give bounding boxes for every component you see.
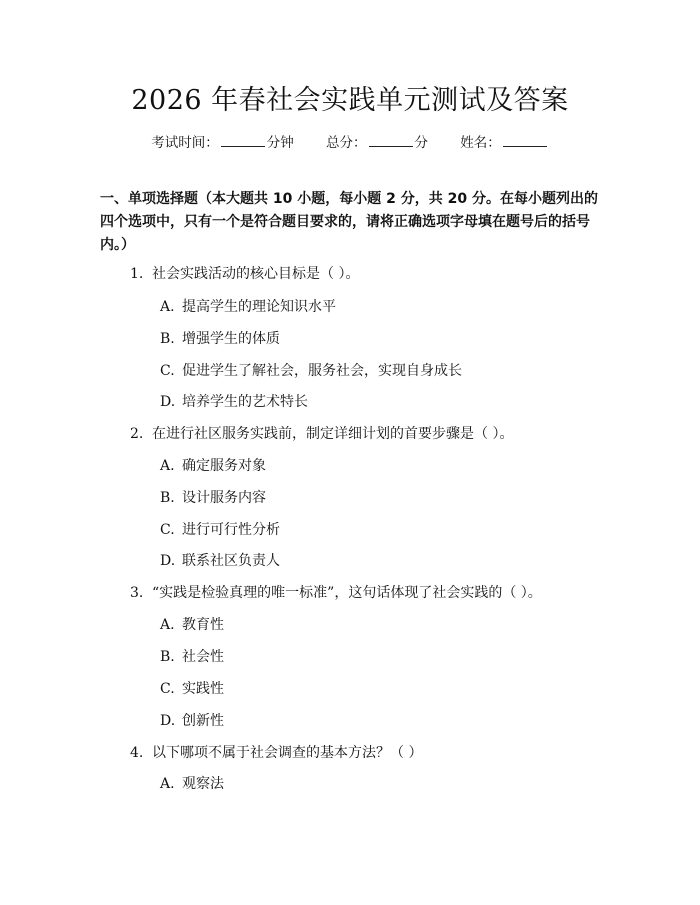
- total-score-blank: [369, 134, 413, 147]
- option-item: [160, 614, 224, 634]
- option-item: [160, 455, 266, 475]
- option-text: 培养学生的艺术特长: [182, 394, 308, 410]
- option-letter: A.: [160, 299, 175, 315]
- question-text: 社会实践活动的核心目标是（ ）。: [152, 266, 360, 282]
- name-field: [460, 131, 549, 151]
- name-label: 姓名：: [460, 135, 501, 151]
- question-text: 在进行社区服务实践前，制定详细计划的首要步骤是（ ）。: [152, 426, 514, 442]
- name-blank: [503, 134, 547, 147]
- option-text: 确定服务对象: [182, 458, 266, 474]
- option-text: 实践性: [182, 681, 224, 697]
- question-number: 4.: [130, 745, 144, 761]
- option-letter: D.: [160, 553, 176, 569]
- option-text: 进行可行性分析: [182, 522, 280, 538]
- total-score-label: 总分：: [326, 135, 367, 151]
- exam-time-field: [151, 131, 294, 151]
- option-letter: B.: [160, 331, 175, 347]
- option-item: [160, 487, 266, 507]
- total-score-field: [326, 131, 428, 151]
- option-item: [160, 391, 308, 411]
- exam-meta-row: [0, 131, 700, 151]
- option-item: [160, 360, 462, 380]
- option-letter: A.: [160, 776, 175, 792]
- option-letter: A.: [160, 458, 175, 474]
- question-item: [130, 263, 359, 283]
- option-letter: C.: [160, 363, 175, 379]
- question-item: [130, 582, 542, 602]
- option-text: 创新性: [182, 713, 224, 729]
- option-letter: A.: [160, 617, 175, 633]
- option-text: 增强学生的体质: [182, 331, 280, 347]
- option-text: 促进学生了解社会，服务社会，实现自身成长: [182, 363, 462, 379]
- option-item: [160, 296, 336, 316]
- question-text: “实践是检验真理的唯一标准”，这句话体现了社会实践的（ ）。: [152, 585, 542, 601]
- option-text: 联系社区负责人: [182, 553, 280, 569]
- option-text: 社会性: [182, 649, 224, 665]
- option-letter: C.: [160, 681, 175, 697]
- option-item: [160, 646, 224, 666]
- question-number: 3.: [130, 585, 144, 601]
- option-item: [160, 773, 224, 793]
- option-item: [160, 550, 280, 570]
- option-item: [160, 710, 224, 730]
- question-item: [130, 423, 513, 443]
- question-item: [130, 742, 422, 762]
- option-letter: B.: [160, 649, 175, 665]
- option-item: [160, 328, 280, 348]
- option-text: 教育性: [182, 617, 224, 633]
- option-letter: B.: [160, 490, 175, 506]
- total-score-unit: 分: [414, 135, 428, 151]
- option-letter: D.: [160, 394, 176, 410]
- option-letter: C.: [160, 522, 175, 538]
- question-text: 以下哪项不属于社会调查的基本方法？（ ）: [152, 745, 423, 761]
- option-item: [160, 519, 280, 539]
- option-text: 提高学生的理论知识水平: [182, 299, 336, 315]
- exam-time-unit: 分钟: [266, 135, 294, 151]
- option-text: 设计服务内容: [182, 490, 266, 506]
- option-letter: D.: [160, 713, 176, 729]
- option-item: [160, 678, 224, 698]
- option-text: 观察法: [182, 776, 224, 792]
- section-heading: 一、单项选择题（本大题共 10 小题，每小题 2 分，共 20 分。在每小题列出的四个选项中，只有一个是符合题目要求的，请将正确选项字母填在题号后的括号内。）: [100, 191, 598, 253]
- page-title: 2026 年春社会实践单元测试及答案: [131, 85, 569, 116]
- exam-time-blank: [221, 134, 265, 147]
- question-number: 2.: [130, 426, 144, 442]
- question-number: 1.: [130, 266, 144, 282]
- exam-time-label: 考试时间：: [151, 135, 219, 151]
